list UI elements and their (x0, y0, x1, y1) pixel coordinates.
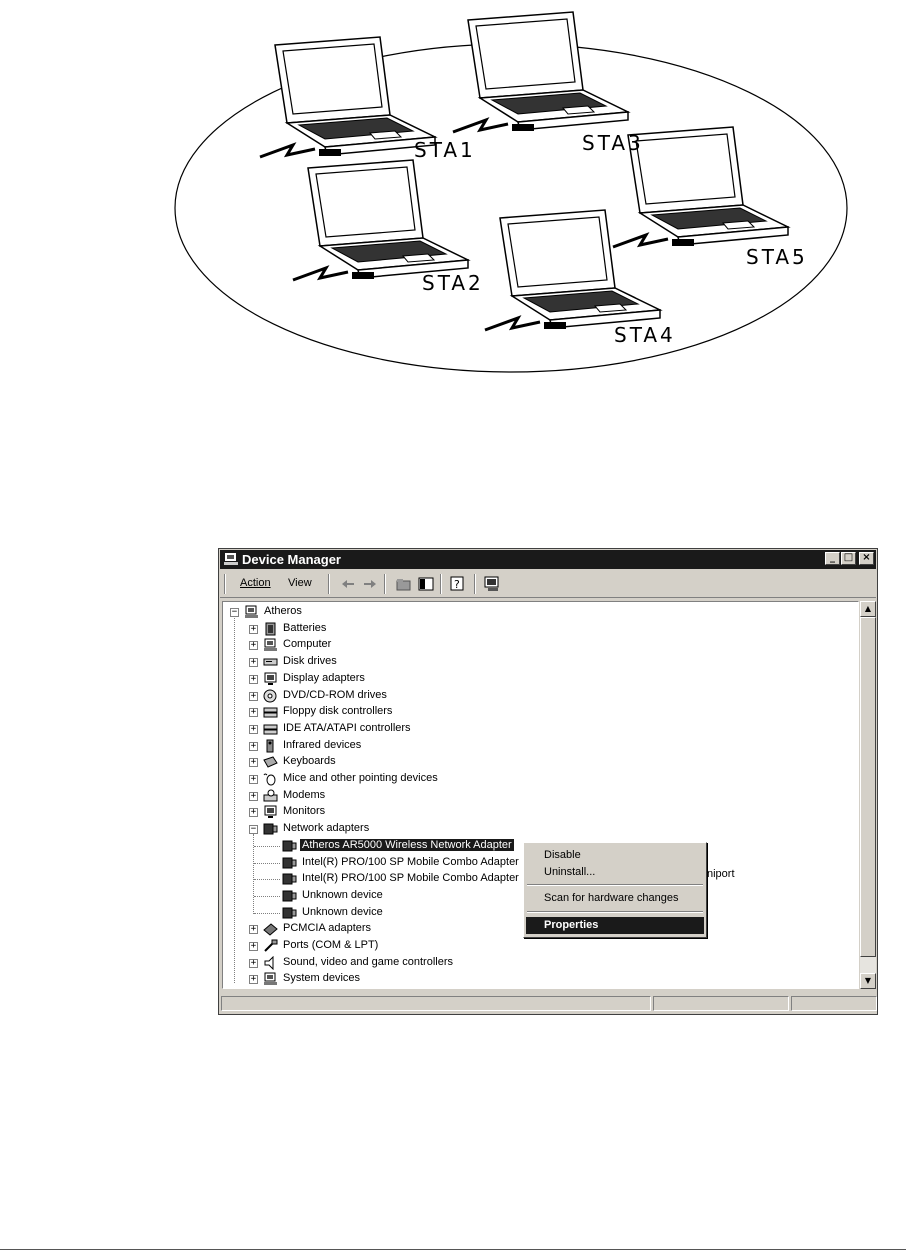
tree-category[interactable] (223, 721, 853, 737)
sta3-label: STA3 (582, 131, 644, 155)
tree-category[interactable] (223, 637, 853, 653)
tree-item-label: PCMCIA adapters (283, 922, 372, 935)
network-card-icon (282, 839, 297, 853)
toolbar-separator (440, 574, 442, 594)
tree-category[interactable] (223, 771, 853, 787)
network-card-icon (282, 889, 297, 903)
tree-item-label: Atheros (264, 605, 302, 617)
forward-arrow-icon[interactable] (362, 576, 378, 592)
tree-item-label: Disk drives (283, 655, 337, 668)
expand-icon[interactable]: + (250, 623, 257, 634)
menu-properties-label: Properties (544, 919, 599, 931)
network-card-icon (282, 906, 297, 920)
tree-item-label: Intel(R) PRO/100 SP Mobile Combo Adapter (302, 872, 519, 885)
sta4-label: STA4 (614, 323, 676, 347)
controller-icon (263, 722, 278, 736)
expand-icon[interactable]: + (250, 757, 257, 768)
monitor-icon (263, 805, 278, 819)
cd-drive-icon (263, 689, 278, 703)
menu-action[interactable]: Action (240, 577, 271, 589)
tree-line (254, 846, 280, 847)
tree-root[interactable] (223, 604, 853, 620)
maximize-button[interactable]: □ (841, 552, 856, 565)
network-card-icon (263, 822, 278, 836)
menu-separator (527, 911, 703, 913)
status-bar (220, 994, 876, 1013)
window-title: Device Manager (242, 552, 341, 567)
computer-icon (263, 972, 278, 986)
tree-item-label: Computer (283, 638, 332, 651)
scan-hardware-icon[interactable] (484, 576, 500, 592)
tree-category[interactable] (223, 955, 853, 971)
tree-item-label: Unknown device (302, 888, 383, 901)
monitor-icon (263, 672, 278, 686)
menu-uninstall[interactable] (526, 864, 704, 881)
expand-icon[interactable]: + (250, 974, 257, 985)
tree-item-label: Floppy disk controllers (283, 705, 393, 718)
tree-category[interactable] (223, 688, 853, 704)
tree-item-label: Keyboards (283, 755, 336, 768)
modem-icon (263, 789, 278, 803)
tree-item-label: System devices (283, 972, 361, 985)
expand-icon[interactable]: + (250, 723, 257, 734)
help-icon[interactable] (450, 576, 466, 592)
computer-icon (263, 638, 278, 652)
menu-toolbar (220, 571, 876, 598)
port-icon (263, 939, 278, 953)
tree-line (254, 913, 280, 914)
menu-scan-hardware[interactable] (526, 890, 704, 907)
tree-item-label: Mice and other pointing devices (283, 772, 438, 784)
tree-item-label: Batteries (283, 621, 327, 634)
tree-line (254, 879, 280, 880)
tree-item-label: Display adapters (283, 671, 365, 684)
expand-icon[interactable]: + (250, 807, 257, 818)
expand-icon[interactable]: + (250, 924, 257, 935)
expand-icon[interactable]: + (250, 640, 257, 651)
menu-uninstall-label: Uninstall... (544, 866, 596, 878)
speaker-icon (263, 956, 278, 970)
status-pane-2 (653, 996, 789, 1011)
tree-item-label: Infrared devices (283, 738, 362, 751)
tree-category[interactable] (223, 654, 853, 670)
toolbar-grip (224, 574, 226, 594)
tree-category[interactable] (223, 754, 853, 770)
controller-icon (263, 705, 278, 719)
disk-drive-icon (263, 655, 278, 669)
tree-category[interactable] (223, 788, 853, 804)
menu-view[interactable]: View (288, 577, 312, 589)
tree-item-label: Atheros AR5000 Wireless Network Adapter (302, 838, 512, 851)
menu-separator (527, 884, 703, 886)
tree-item-label: Unknown device (302, 905, 383, 918)
tree-category[interactable] (223, 971, 853, 987)
sta2-label: STA2 (422, 271, 484, 295)
tree-line (254, 896, 280, 897)
computer-icon (224, 553, 238, 565)
svg-text:?: ? (454, 578, 460, 591)
sta1-label: STA1 (414, 138, 476, 162)
tree-line (234, 616, 235, 983)
pcmcia-icon (263, 922, 278, 936)
tree-item-label: Sound, video and game controllers (283, 955, 453, 968)
menu-properties[interactable] (526, 917, 704, 934)
show-hide-tree-icon[interactable] (418, 576, 434, 592)
vertical-scrollbar[interactable] (859, 601, 876, 989)
tree-category[interactable] (223, 704, 853, 720)
tree-category[interactable] (223, 821, 853, 837)
page-footer-rule (0, 1249, 906, 1250)
tree-item-label: IDE ATA/ATAPI controllers (283, 721, 411, 734)
battery-icon (263, 622, 278, 636)
scroll-down-button[interactable]: ▼ (860, 973, 876, 989)
expand-icon[interactable]: + (250, 707, 257, 718)
tree-category[interactable] (223, 938, 853, 954)
mouse-icon (263, 772, 278, 786)
infrared-icon (263, 739, 278, 753)
keyboard-icon (263, 755, 278, 769)
network-card-icon (282, 872, 297, 886)
expand-icon[interactable]: + (250, 690, 257, 701)
minimize-button[interactable]: _ (825, 552, 840, 565)
obscured-device-text: niport (707, 868, 735, 880)
toolbar-separator (384, 574, 386, 594)
sta5-label: STA5 (746, 245, 808, 269)
expand-icon[interactable]: + (250, 790, 257, 801)
tree-item-label: Network adapters (283, 822, 370, 835)
adhoc-network-diagram (0, 0, 906, 380)
expand-icon[interactable]: + (250, 941, 257, 951)
folder-up-icon[interactable] (396, 576, 412, 592)
tree-category[interactable] (223, 621, 853, 637)
close-button[interactable]: × (859, 552, 874, 565)
device-manager-window (218, 548, 878, 1015)
expand-icon[interactable]: + (250, 673, 257, 684)
expand-icon[interactable]: + (250, 657, 257, 668)
collapse-icon[interactable]: − (250, 824, 257, 835)
tree-category[interactable] (223, 804, 853, 820)
scroll-thumb[interactable] (860, 617, 876, 957)
tree-line (254, 863, 280, 864)
toolbar-separator (328, 574, 330, 594)
computer-icon (244, 605, 259, 619)
toolbar-separator (474, 574, 476, 594)
scroll-up-button[interactable]: ▲ (860, 601, 876, 617)
collapse-icon[interactable]: − (231, 607, 238, 617)
tree-item-label: Modems (283, 788, 326, 801)
status-pane-3 (791, 996, 877, 1011)
status-pane-main (221, 996, 651, 1011)
tree-item-label: DVD/CD-ROM drives (283, 688, 387, 701)
tree-item-label: Intel(R) PRO/100 SP Mobile Combo Adapter (302, 855, 519, 868)
expand-icon[interactable]: + (250, 774, 257, 784)
menu-scan-hardware-label: Scan for hardware changes (544, 892, 679, 904)
expand-icon[interactable]: + (250, 740, 257, 751)
tree-item-label: Monitors (283, 805, 326, 818)
title-bar[interactable] (220, 550, 876, 569)
menu-disable[interactable] (526, 847, 704, 864)
context-menu (523, 842, 707, 938)
menu-disable-label: Disable (544, 849, 581, 861)
network-card-icon (282, 856, 297, 870)
tree-item-label: Ports (COM & LPT) (283, 939, 379, 951)
expand-icon[interactable]: + (250, 957, 257, 968)
tree-category[interactable] (223, 738, 853, 754)
back-arrow-icon[interactable] (340, 576, 356, 592)
tree-category[interactable] (223, 671, 853, 687)
